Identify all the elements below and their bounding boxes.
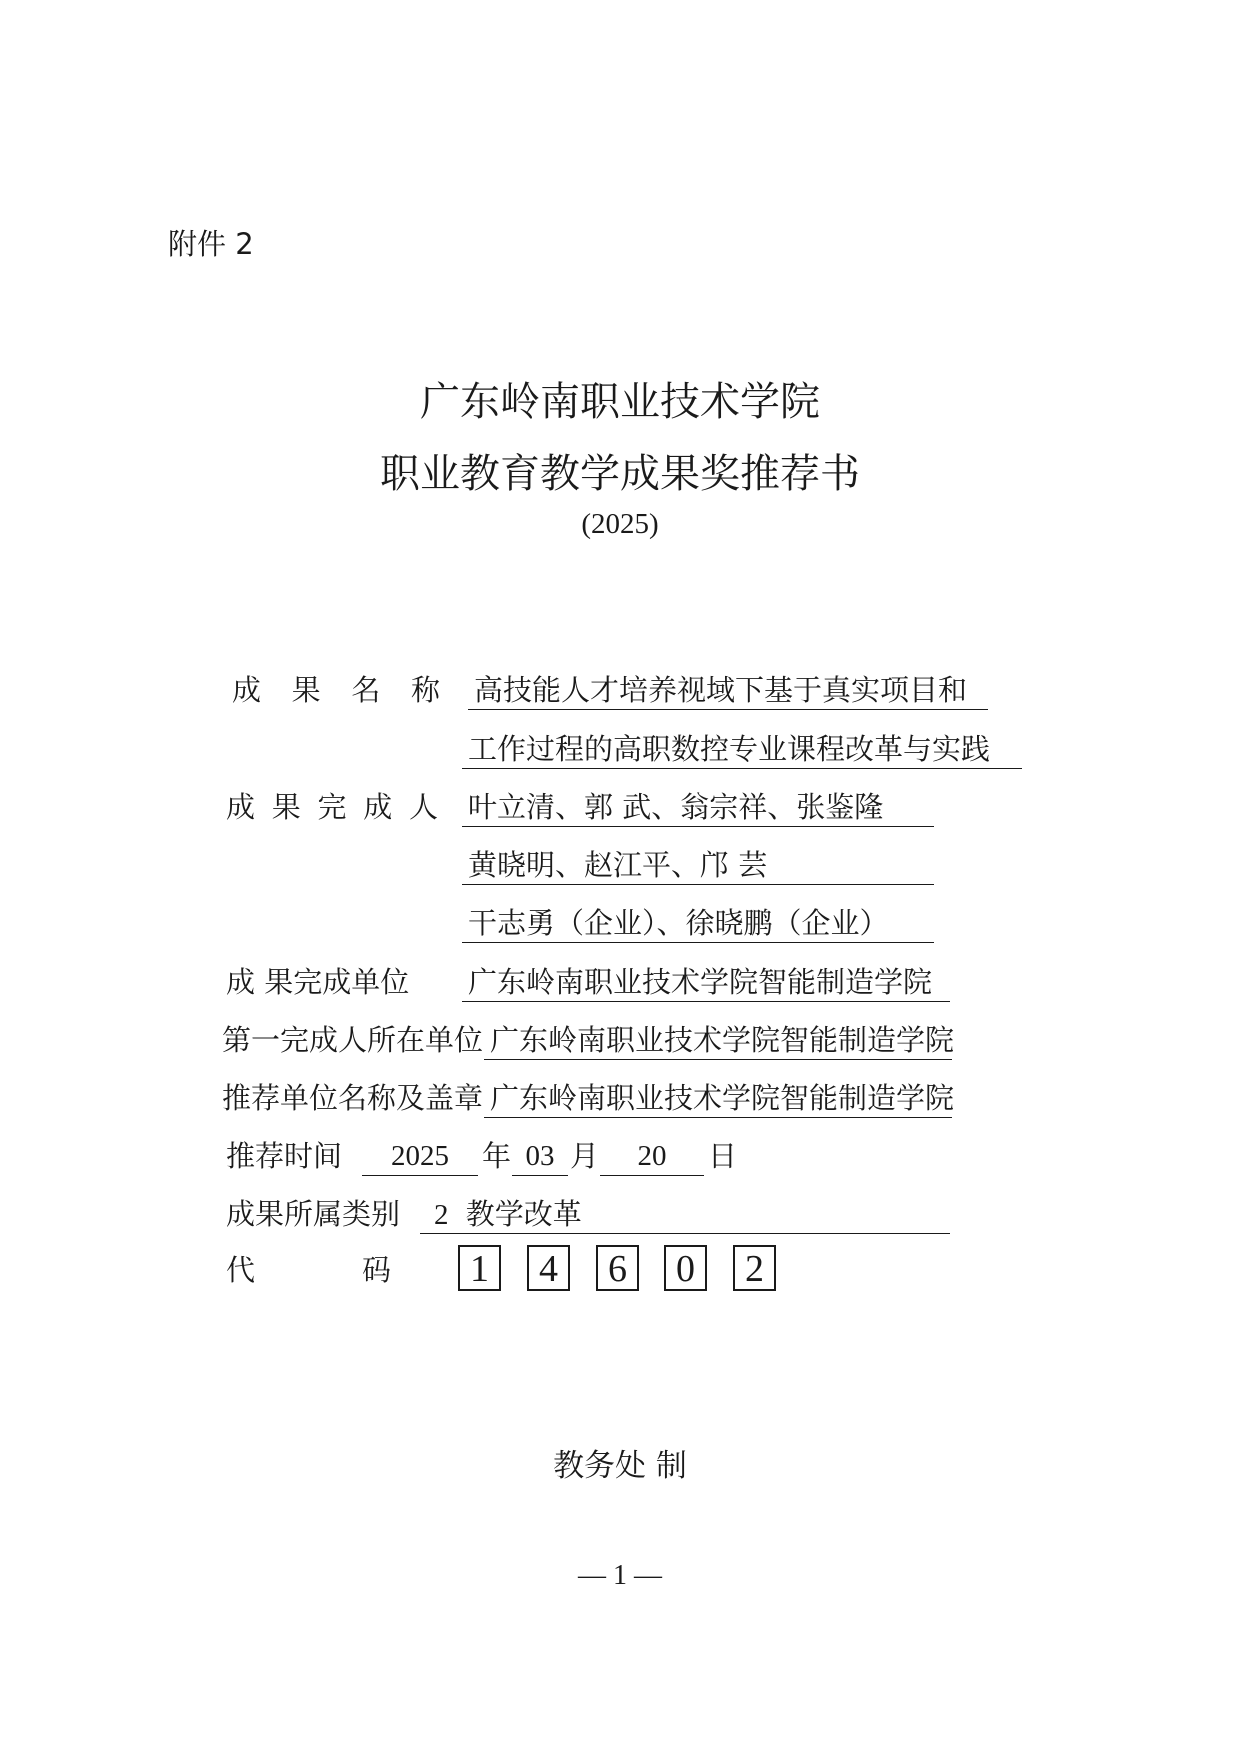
code-digit-3: 6 <box>596 1245 639 1291</box>
code-digit-2: 4 <box>527 1245 570 1291</box>
recommender-unit-label: 推荐单位名称及盖章 <box>222 1081 484 1115</box>
issuing-office: 教务处 制 <box>553 1448 687 1484</box>
achievement-name-label: 成 果 名 称 <box>232 673 440 707</box>
achievers-line1: 叶立清、郭 武、翁宗祥、张鉴隆 <box>462 787 934 827</box>
attachment-label: 附件 2 <box>168 227 254 261</box>
category-value: 教学改革 <box>465 1197 582 1231</box>
code-digit-4: 0 <box>664 1245 707 1291</box>
achievers-label: 成 果 完 成 人 <box>226 790 438 824</box>
recommend-year: 2025 <box>362 1136 478 1176</box>
recommender-unit-value: 广东岭南职业技术学院智能制造学院 <box>484 1078 952 1118</box>
code-digit-1: 1 <box>458 1245 501 1291</box>
day-unit: 日 <box>708 1139 738 1173</box>
recommend-month: 03 <box>512 1136 568 1176</box>
recommend-day: 20 <box>600 1136 704 1176</box>
code-digit-5: 2 <box>733 1245 776 1291</box>
recommend-time-label: 推荐时间 <box>226 1139 343 1173</box>
achievement-name-line2: 工作过程的高职数控专业课程改革与实践 <box>462 729 1022 769</box>
category-label: 成果所属类别 <box>226 1197 401 1231</box>
document-year: (2025) <box>581 508 659 540</box>
achievers-line3: 干志勇（企业）、徐晓鹏（企业） <box>462 903 934 943</box>
category-number: 2 <box>434 1199 449 1231</box>
year-unit: 年 <box>482 1139 512 1173</box>
category-field <box>420 1194 950 1234</box>
month-unit: 月 <box>570 1139 600 1173</box>
first-achiever-unit-value: 广东岭南职业技术学院智能制造学院 <box>484 1020 952 1060</box>
achievers-line2: 黄晓明、赵江平、邝 芸 <box>462 845 934 885</box>
completion-unit-label: 成 果完成单位 <box>226 965 410 999</box>
achievement-name-line1: 高技能人才培养视域下基于真实项目和 <box>468 670 988 710</box>
code-label-char-2: 码 <box>362 1253 392 1287</box>
completion-unit-value: 广东岭南职业技术学院智能制造学院 <box>462 962 950 1002</box>
page-number: — 1 — <box>578 1560 662 1591</box>
first-achiever-unit-label: 第一完成人所在单位 <box>222 1023 484 1057</box>
code-label-char-1: 代 <box>226 1253 256 1287</box>
document-title: 职业教育教学成果奖推荐书 <box>380 451 860 497</box>
institution-title: 广东岭南职业技术学院 <box>420 379 820 425</box>
